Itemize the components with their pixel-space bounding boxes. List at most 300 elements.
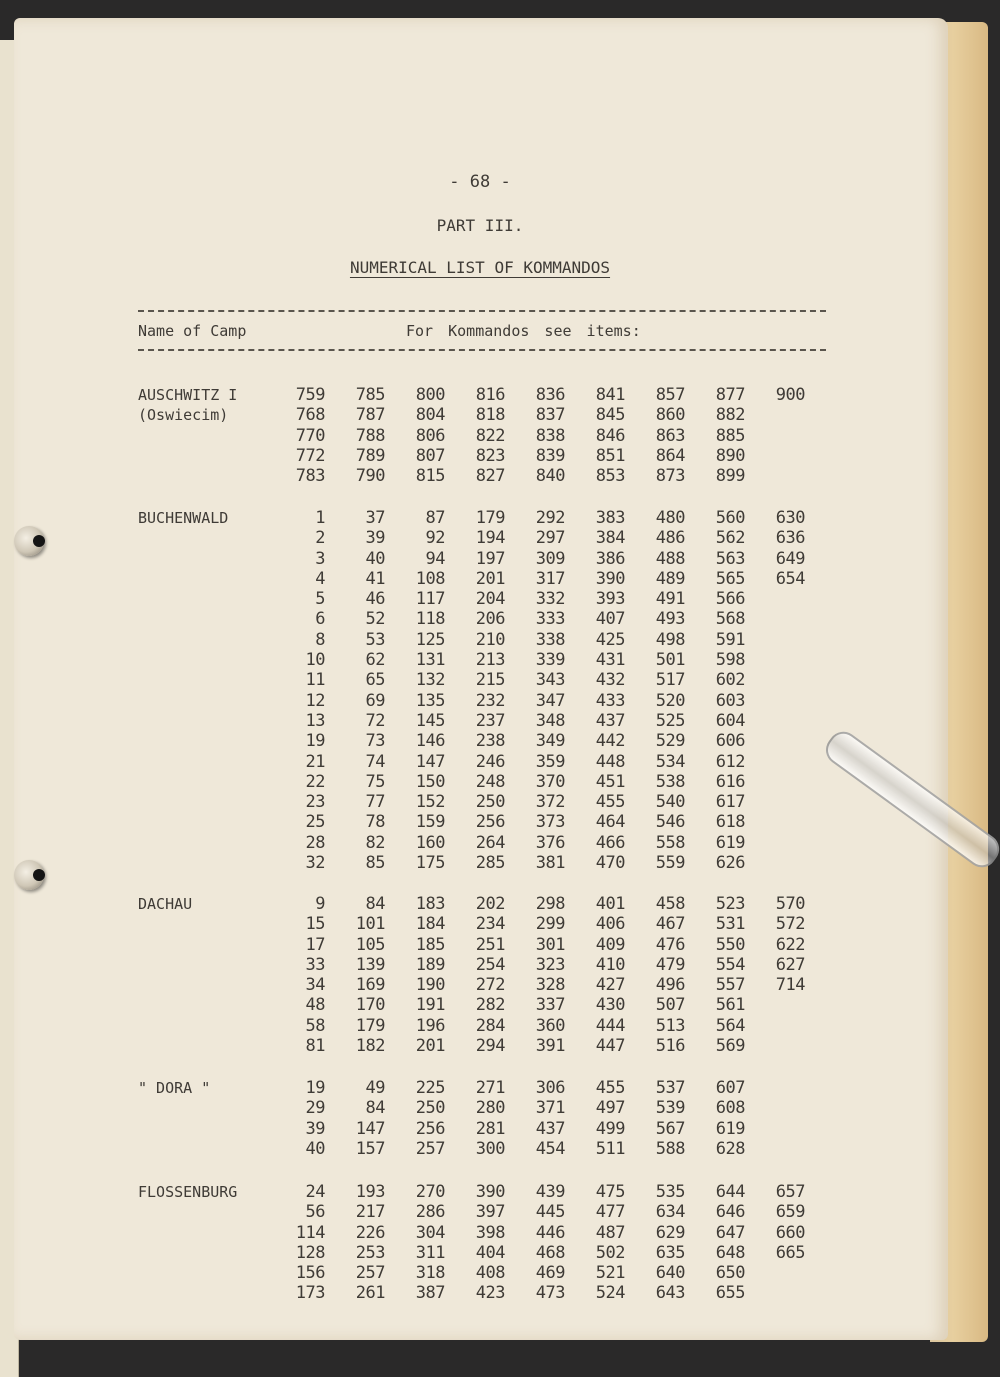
item-number: 24: [305, 1182, 325, 1202]
item-number: 250: [475, 792, 505, 813]
item-number: 404: [475, 1242, 505, 1263]
item-number: 524: [595, 1283, 625, 1304]
item-number: 338: [535, 629, 565, 650]
item-number: 554: [715, 954, 745, 975]
item-number: 246: [475, 751, 505, 772]
table-row: [285, 426, 815, 446]
item-number: 788: [355, 425, 385, 446]
table-row: [285, 589, 815, 609]
table-row: [285, 670, 815, 690]
item-number: 77: [365, 792, 385, 813]
item-number: 62: [365, 650, 385, 671]
item-number: 306: [535, 1078, 565, 1098]
item-number: 323: [535, 954, 565, 975]
item-number: 169: [355, 975, 385, 996]
item-number: 439: [535, 1182, 565, 1202]
camp-name: FLOSSENBURG: [138, 1183, 238, 1201]
item-number: 332: [535, 589, 565, 610]
kommando-number-table: [285, 1078, 815, 1159]
item-number: 480: [655, 508, 685, 528]
table-row: [285, 1119, 815, 1139]
table-row: [285, 1139, 815, 1159]
item-number: 845: [595, 405, 625, 426]
item-number: 493: [655, 609, 685, 630]
item-number: 885: [715, 425, 745, 446]
item-number: 232: [475, 690, 505, 711]
item-number: 298: [535, 894, 565, 914]
item-number: 29: [305, 1098, 325, 1119]
item-number: 9: [315, 894, 325, 914]
item-number: 281: [475, 1118, 505, 1139]
item-number: 256: [415, 1118, 445, 1139]
item-number: 636: [775, 528, 805, 549]
item-number: 468: [535, 1242, 565, 1263]
item-number: 816: [475, 385, 505, 405]
item-number: 521: [595, 1263, 625, 1284]
table-row: [285, 446, 815, 466]
item-number: 237: [475, 710, 505, 731]
item-number: 627: [775, 954, 805, 975]
item-number: 360: [535, 1015, 565, 1036]
item-number: 376: [535, 832, 565, 853]
item-number: 873: [655, 466, 685, 487]
table-row: [285, 894, 815, 914]
item-number: 125: [415, 629, 445, 650]
item-number: 292: [535, 508, 565, 528]
table-row: [285, 853, 815, 873]
item-number: 445: [535, 1202, 565, 1223]
item-number: [755, 1139, 815, 1159]
table-row: [285, 1036, 815, 1056]
item-number: 568: [715, 609, 745, 630]
item-number: 272: [475, 975, 505, 996]
item-number: 19: [305, 1078, 325, 1098]
item-number: 301: [535, 934, 565, 955]
item-number: 371: [535, 1098, 565, 1119]
item-number: 566: [715, 589, 745, 610]
item-number: 550: [715, 934, 745, 955]
item-number: 19: [305, 731, 325, 752]
item-number: 206: [475, 609, 505, 630]
item-number: 770: [295, 425, 325, 446]
item-number: 256: [475, 812, 505, 833]
table-row: [285, 792, 815, 812]
item-number: 25: [305, 812, 325, 833]
item-number: 488: [655, 548, 685, 569]
item-number: 190: [415, 975, 445, 996]
item-number: 285: [475, 853, 505, 874]
item-number: 660: [775, 1222, 805, 1243]
item-number: 390: [595, 568, 625, 589]
item-number: 619: [715, 1118, 745, 1139]
item-number: 603: [715, 690, 745, 711]
item-number: 565: [715, 568, 745, 589]
item-number: 78: [365, 812, 385, 833]
item-number: 386: [595, 548, 625, 569]
header-rule-top: [138, 310, 826, 312]
item-number: 264: [475, 832, 505, 853]
table-row: [285, 975, 815, 995]
item-number: 381: [535, 853, 565, 874]
table-row: [285, 466, 815, 486]
table-row: [285, 914, 815, 934]
item-number: 491: [655, 589, 685, 610]
item-number: 65: [365, 670, 385, 691]
item-number: 39: [365, 528, 385, 549]
item-number: 131: [415, 650, 445, 671]
item-number: 343: [535, 670, 565, 691]
item-number: 309: [535, 548, 565, 569]
item-number: 650: [715, 1263, 745, 1284]
item-number: 84: [365, 894, 385, 914]
item-number: 846: [595, 425, 625, 446]
item-number: 328: [535, 975, 565, 996]
item-number: 191: [415, 995, 445, 1016]
item-number: 430: [595, 995, 625, 1016]
table-row: [285, 1078, 815, 1098]
item-number: 477: [595, 1202, 625, 1223]
item-number: 401: [595, 894, 625, 914]
item-number: 40: [365, 548, 385, 569]
item-number: 539: [655, 1098, 685, 1119]
item-number: [755, 833, 815, 853]
item-number: 147: [415, 751, 445, 772]
item-number: 48: [305, 995, 325, 1016]
item-number: 339: [535, 650, 565, 671]
item-number: 21: [305, 751, 325, 772]
item-number: 804: [415, 405, 445, 426]
item-number: 152: [415, 792, 445, 813]
table-row: [285, 385, 815, 405]
item-number: [755, 995, 815, 1015]
item-number: 489: [655, 568, 685, 589]
item-number: 841: [595, 385, 625, 405]
item-number: 12: [305, 690, 325, 711]
table-row: [285, 1283, 815, 1303]
table-row: [285, 772, 815, 792]
table-row: [285, 1016, 815, 1036]
item-number: 464: [595, 812, 625, 833]
item-number: 317: [535, 568, 565, 589]
item-number: 437: [535, 1118, 565, 1139]
item-number: 647: [715, 1222, 745, 1243]
item-number: 899: [715, 466, 745, 487]
item-number: 297: [535, 528, 565, 549]
item-number: 864: [655, 445, 685, 466]
item-number: 257: [355, 1263, 385, 1284]
table-row: [285, 731, 815, 751]
item-number: 646: [715, 1202, 745, 1223]
item-number: 588: [655, 1138, 685, 1159]
kommando-number-table: [285, 894, 815, 1056]
item-number: 248: [475, 771, 505, 792]
item-number: 226: [355, 1222, 385, 1243]
item-number: 157: [355, 1138, 385, 1159]
item-number: 425: [595, 629, 625, 650]
item-number: 839: [535, 445, 565, 466]
item-number: 210: [475, 629, 505, 650]
item-number: 410: [595, 954, 625, 975]
item-number: 383: [595, 508, 625, 528]
item-number: 476: [655, 934, 685, 955]
item-number: 557: [715, 975, 745, 996]
table-row: [285, 508, 815, 528]
item-number: 486: [655, 528, 685, 549]
item-number: 516: [655, 1036, 685, 1057]
item-number: 853: [595, 466, 625, 487]
item-number: 815: [415, 466, 445, 487]
table-row: [285, 569, 815, 589]
item-number: 818: [475, 405, 505, 426]
item-number: 562: [715, 528, 745, 549]
item-number: 8: [315, 629, 325, 650]
item-number: 432: [595, 670, 625, 691]
item-number: 423: [475, 1283, 505, 1304]
item-number: 783: [295, 466, 325, 487]
item-number: 159: [415, 812, 445, 833]
item-number: 128: [295, 1242, 325, 1263]
item-number: 523: [715, 894, 745, 914]
item-number: 150: [415, 771, 445, 792]
item-number: 213: [475, 650, 505, 671]
table-row: [285, 1182, 815, 1202]
kommando-number-table: [285, 385, 815, 486]
item-number: 15: [305, 914, 325, 935]
item-number: [755, 405, 815, 425]
item-number: 466: [595, 832, 625, 853]
item-number: 215: [475, 670, 505, 691]
item-number: 28: [305, 832, 325, 853]
item-number: 497: [595, 1098, 625, 1119]
item-number: 470: [595, 853, 625, 874]
item-number: 32: [305, 853, 325, 874]
item-number: 398: [475, 1222, 505, 1243]
item-number: 384: [595, 528, 625, 549]
binder-ring-icon: [14, 526, 44, 556]
item-number: 630: [775, 508, 805, 528]
item-number: 479: [655, 954, 685, 975]
item-number: 271: [475, 1078, 505, 1098]
item-number: 37: [365, 508, 385, 528]
item-number: 234: [475, 914, 505, 935]
item-number: 634: [655, 1202, 685, 1223]
item-number: 454: [535, 1138, 565, 1159]
item-number: 49: [365, 1078, 385, 1098]
item-number: 540: [655, 792, 685, 813]
item-number: 455: [595, 792, 625, 813]
item-number: 41: [365, 568, 385, 589]
item-number: 254: [475, 954, 505, 975]
item-number: 863: [655, 425, 685, 446]
item-number: 525: [655, 710, 685, 731]
item-number: 39: [305, 1118, 325, 1139]
item-number: 201: [415, 1036, 445, 1057]
item-number: [755, 812, 815, 832]
item-number: 179: [475, 508, 505, 528]
item-number: 807: [415, 445, 445, 466]
item-number: 534: [655, 751, 685, 772]
item-number: 11: [305, 670, 325, 691]
item-number: 194: [475, 528, 505, 549]
item-number: 204: [475, 589, 505, 610]
item-number: 882: [715, 405, 745, 426]
item-number: [755, 670, 815, 690]
item-number: 253: [355, 1242, 385, 1263]
item-number: 34: [305, 975, 325, 996]
item-number: [755, 752, 815, 772]
item-number: 13: [305, 710, 325, 731]
item-number: 714: [775, 975, 805, 996]
item-number: 135: [415, 690, 445, 711]
item-number: 787: [355, 405, 385, 426]
item-number: 85: [365, 853, 385, 874]
item-number: 94: [425, 548, 445, 569]
item-number: 118: [415, 609, 445, 630]
item-number: 359: [535, 751, 565, 772]
item-number: 499: [595, 1118, 625, 1139]
item-number: 139: [355, 954, 385, 975]
item-number: 108: [415, 568, 445, 589]
item-number: 598: [715, 650, 745, 671]
item-number: 409: [595, 934, 625, 955]
table-row: [285, 833, 815, 853]
item-number: 193: [355, 1182, 385, 1202]
item-number: [755, 792, 815, 812]
item-number: 447: [595, 1036, 625, 1057]
item-number: 591: [715, 629, 745, 650]
item-number: 648: [715, 1242, 745, 1263]
item-number: 182: [355, 1036, 385, 1057]
item-number: 299: [535, 914, 565, 935]
item-number: 196: [415, 1015, 445, 1036]
item-number: 261: [355, 1283, 385, 1304]
item-number: 370: [535, 771, 565, 792]
item-number: 607: [715, 1078, 745, 1098]
table-row: [285, 1098, 815, 1118]
item-number: 455: [595, 1078, 625, 1098]
item-number: 772: [295, 445, 325, 466]
item-number: 502: [595, 1242, 625, 1263]
item-number: [755, 650, 815, 670]
camp-name: " DORA ": [138, 1079, 211, 1097]
item-number: 838: [535, 425, 565, 446]
item-number: 655: [715, 1283, 745, 1304]
item-number: 4: [315, 568, 325, 589]
item-number: [755, 630, 815, 650]
item-number: 564: [715, 1015, 745, 1036]
table-row: [285, 650, 815, 670]
item-number: 535: [655, 1182, 685, 1202]
camp-name: AUSCHWITZ I (Oswiecim): [138, 386, 238, 425]
item-number: 337: [535, 995, 565, 1016]
item-number: 5: [315, 589, 325, 610]
item-number: 282: [475, 995, 505, 1016]
item-number: 160: [415, 832, 445, 853]
item-number: 145: [415, 710, 445, 731]
item-number: 132: [415, 670, 445, 691]
item-number: 520: [655, 690, 685, 711]
item-number: 280: [475, 1098, 505, 1119]
table-row: [285, 405, 815, 425]
table-row: [285, 812, 815, 832]
item-number: 2: [315, 528, 325, 549]
item-number: 114: [295, 1222, 325, 1243]
item-number: [755, 1016, 815, 1036]
item-number: 517: [655, 670, 685, 691]
item-number: 33: [305, 954, 325, 975]
item-number: 501: [655, 650, 685, 671]
item-number: 890: [715, 445, 745, 466]
item-number: 608: [715, 1098, 745, 1119]
item-number: 559: [655, 853, 685, 874]
item-number: 569: [715, 1036, 745, 1057]
kommando-number-table: [285, 508, 815, 873]
item-number: 40: [305, 1138, 325, 1159]
item-number: 427: [595, 975, 625, 996]
item-number: 197: [475, 548, 505, 569]
item-number: 1: [315, 508, 325, 528]
item-number: 250: [415, 1098, 445, 1119]
item-number: 467: [655, 914, 685, 935]
item-number: 622: [775, 934, 805, 955]
item-number: 857: [655, 385, 685, 405]
item-number: 69: [365, 690, 385, 711]
item-number: 10: [305, 650, 325, 671]
item-number: [755, 426, 815, 446]
item-number: [755, 1283, 815, 1303]
item-number: 6: [315, 609, 325, 630]
item-number: 529: [655, 731, 685, 752]
item-number: 284: [475, 1015, 505, 1036]
table-row: [285, 955, 815, 975]
item-number: 785: [355, 385, 385, 405]
item-number: 46: [365, 589, 385, 610]
item-number: 156: [295, 1263, 325, 1284]
item-number: 23: [305, 792, 325, 813]
item-number: 75: [365, 771, 385, 792]
item-number: 860: [655, 405, 685, 426]
item-number: 827: [475, 466, 505, 487]
item-number: 654: [775, 568, 805, 589]
item-number: 397: [475, 1202, 505, 1223]
item-number: 84: [365, 1098, 385, 1119]
item-number: 437: [595, 710, 625, 731]
item-number: 561: [715, 995, 745, 1016]
item-number: [755, 731, 815, 751]
item-number: 101: [355, 914, 385, 935]
item-number: [755, 589, 815, 609]
item-number: [755, 1098, 815, 1118]
item-number: 300: [475, 1138, 505, 1159]
camp-name: BUCHENWALD: [138, 509, 229, 527]
item-number: 496: [655, 975, 685, 996]
item-number: 175: [415, 853, 445, 874]
table-row: [285, 1263, 815, 1283]
item-number: 349: [535, 731, 565, 752]
table-row: [285, 609, 815, 629]
item-number: 251: [475, 934, 505, 955]
table-row: [285, 935, 815, 955]
item-number: 390: [475, 1182, 505, 1202]
table-row: [285, 630, 815, 650]
binder-ring-icon: [14, 860, 44, 890]
item-number: 836: [535, 385, 565, 405]
item-number: 393: [595, 589, 625, 610]
item-number: 347: [535, 690, 565, 711]
item-number: 117: [415, 589, 445, 610]
item-number: 431: [595, 650, 625, 671]
table-row: [285, 995, 815, 1015]
